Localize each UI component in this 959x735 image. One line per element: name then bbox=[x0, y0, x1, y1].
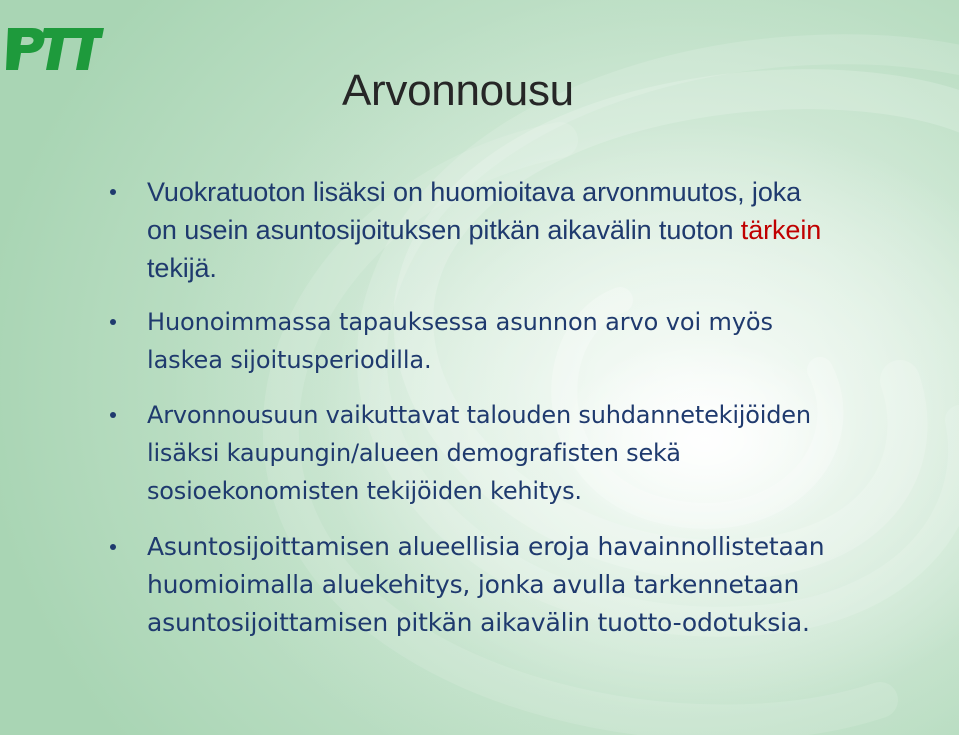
bullet-item bbox=[110, 528, 830, 642]
slide-title: Arvonnousu bbox=[342, 66, 574, 115]
bullet-dot-icon bbox=[110, 544, 116, 550]
bullet-text: Arvonnousuun vaikuttavat talouden suhdannetekijöiden lisäksi kaupungin/alueen demografisten sekä sosioekonomisten tekijöiden kehitys. bbox=[147, 401, 811, 505]
bullet-text-after: tekijä. bbox=[147, 253, 217, 283]
ptt-logo bbox=[6, 20, 106, 74]
bullet-dot-icon bbox=[110, 319, 116, 325]
bullet-text: Huonoimmassa tapauksessa asunnon arvo voi myös laskea sijoitusperiodilla. bbox=[147, 308, 773, 374]
bullet-dot-icon bbox=[110, 412, 116, 418]
bullet-highlight: tärkein bbox=[740, 215, 822, 245]
bullet-item bbox=[110, 173, 830, 287]
bullet-text-before: Vuokratuoton lisäksi on huomioitava arvonmuutos, joka on usein asuntosijoituksen pitkän aikavälin tuoton bbox=[147, 177, 802, 245]
ptt-logo-mark bbox=[6, 28, 104, 70]
bullet-list bbox=[110, 173, 830, 642]
bullet-item bbox=[110, 303, 830, 379]
bullet-text: Asuntosijoittamisen alueellisia eroja havainnollistetaan huomioimalla aluekehitys, jonka avulla tarkennetaan asuntosijoittamisen pitkän aikavälin tuotto-odotuksia. bbox=[147, 532, 825, 637]
bullet-dot-icon bbox=[110, 189, 116, 195]
bullet-item bbox=[110, 396, 830, 510]
